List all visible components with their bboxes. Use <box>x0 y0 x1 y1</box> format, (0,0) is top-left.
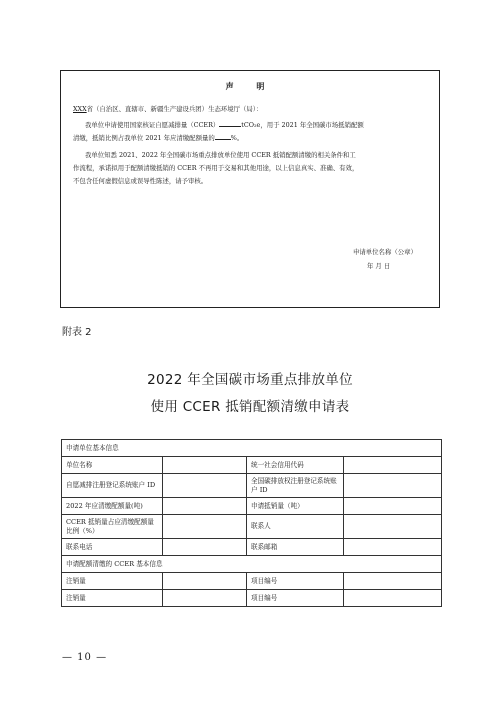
ratio-blank <box>215 132 231 140</box>
cancel-amount-label: 注销量 <box>62 590 163 607</box>
table-row <box>62 498 442 515</box>
unit-name-label: 单位名称 <box>62 457 163 474</box>
ccer-account-label: 自愿减排注册登记系统账户 ID <box>62 474 163 498</box>
project-no-label: 项目编号 <box>247 573 344 590</box>
phone-label: 联系电话 <box>62 539 163 556</box>
annex-label: 附表 2 <box>62 327 92 338</box>
table-row <box>62 457 442 474</box>
declaration-para1-line2 <box>73 132 243 144</box>
declaration-para2-line1: 我单位知悉 2021、2022 年全国碳市场重点排放单位使用 CCER 抵销配额清缴的相关条件和工 <box>85 151 356 159</box>
apply-amount-field[interactable] <box>344 498 442 515</box>
ccer-account-field[interactable] <box>163 474 247 498</box>
declaration-box <box>60 70 440 308</box>
national-account-field[interactable] <box>344 474 442 498</box>
declaration-title: 声 明 <box>225 82 275 91</box>
declaration-para1-line1 <box>85 119 364 131</box>
form-title-line1: 2022 年全国碳市场重点排放单位 <box>147 372 353 388</box>
table-row <box>62 556 442 573</box>
table-row <box>62 474 442 498</box>
declaration-addressee <box>73 103 262 115</box>
ratio-label: CCER 抵销量占应清缴配额量比例（%） <box>62 515 163 539</box>
declaration-para2-line3: 不包含任何虚假信息或误导性陈述，请予审核。 <box>73 177 208 185</box>
credit-code-label: 统一社会信用代码 <box>247 457 344 474</box>
para1-text-c: 清缴，抵销比例占我单位 2021 年应清缴配额量的 <box>73 134 215 142</box>
section2-header: 申请配额清缴的 CCER 基本信息 <box>62 556 442 573</box>
contact-label: 联系人 <box>247 515 344 539</box>
table-row <box>62 515 442 539</box>
ratio-field[interactable] <box>163 515 247 539</box>
addressee-prefix: XXX <box>73 105 87 113</box>
quota-field[interactable] <box>163 498 247 515</box>
declaration-date: 年 月 日 <box>367 262 391 270</box>
contact-field[interactable] <box>344 515 442 539</box>
quota-label: 2022 年应清缴配额量(吨) <box>62 498 163 515</box>
unit-name-field[interactable] <box>163 457 247 474</box>
section1-header: 申请单位基本信息 <box>62 440 442 457</box>
national-account-label: 全国碳排放权注册登记系统账户 ID <box>247 474 344 498</box>
table-row <box>62 539 442 556</box>
addressee-rest: 省（自治区、直辖市、新疆生产建设兵团）生态环境厅（局）： <box>86 105 263 113</box>
table-row <box>62 440 442 457</box>
project-no-field[interactable] <box>344 590 442 607</box>
cancel-amount-label: 注销量 <box>62 573 163 590</box>
application-form-table <box>61 439 442 607</box>
ccer-amount-blank <box>219 119 241 127</box>
email-label: 联系邮箱 <box>247 539 344 556</box>
email-field[interactable] <box>344 539 442 556</box>
para1-text-a: 我单位申请使用国家核证自愿减排量（CCER） <box>85 121 220 129</box>
para1-text-d: %。 <box>230 134 244 142</box>
credit-code-field[interactable] <box>344 457 442 474</box>
cancel-amount-field[interactable] <box>163 590 247 607</box>
project-no-label: 项目编号 <box>247 590 344 607</box>
form-title-line2: 使用 CCER 抵销配额清缴申请表 <box>150 399 350 415</box>
apply-amount-label: 申请抵销量（吨） <box>247 498 344 515</box>
table-row <box>62 573 442 590</box>
para1-text-b: tCO₂e，用于 2021 年全国碳市场抵销配额 <box>241 121 364 129</box>
table-row <box>62 590 442 607</box>
applicant-signature-label: 申请单位名称（公章） <box>353 248 417 256</box>
phone-field[interactable] <box>163 539 247 556</box>
project-no-field[interactable] <box>344 573 442 590</box>
cancel-amount-field[interactable] <box>163 573 247 590</box>
page-number: — 10 — <box>62 652 108 663</box>
declaration-para2-line2: 作流程，承诺拟用于配额清缴抵销的 CCER 不再用于交易和其他用途，以上信息真实、准确、有效， <box>73 164 359 172</box>
